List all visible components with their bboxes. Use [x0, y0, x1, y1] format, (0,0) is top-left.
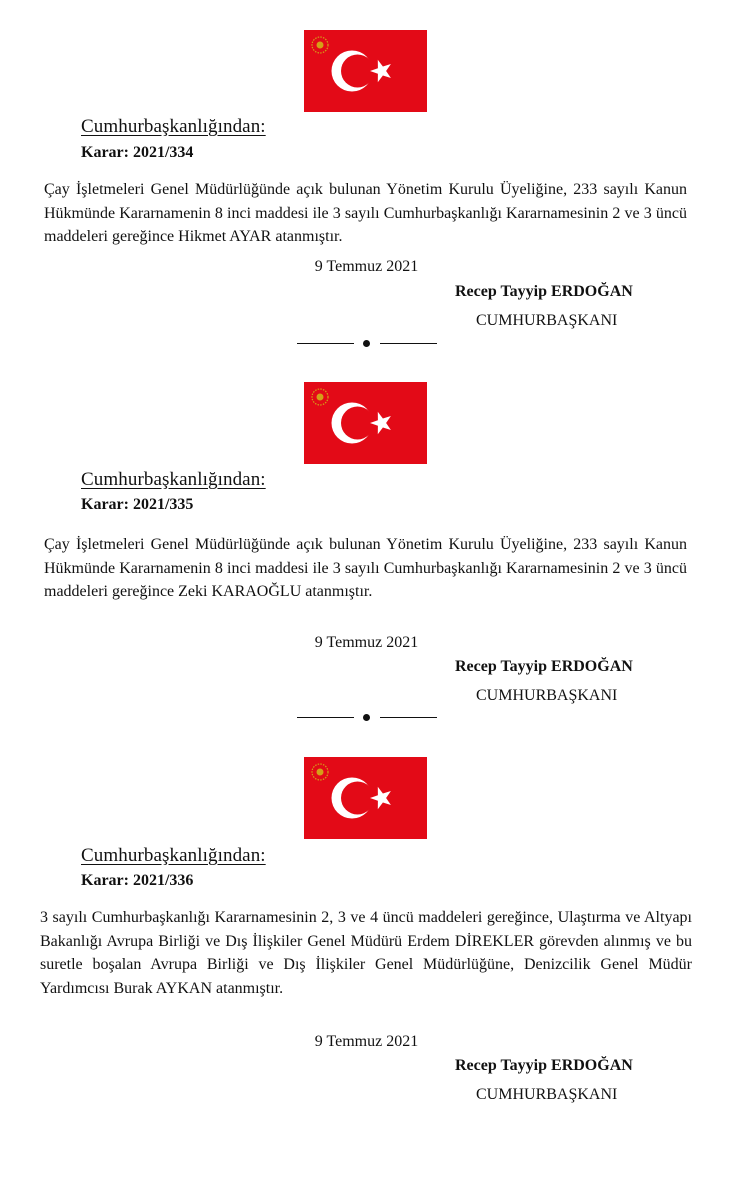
karar-number: Karar: 2021/334	[81, 144, 194, 161]
turkish-flag-icon	[304, 30, 427, 112]
karar-number: Karar: 2021/335	[81, 496, 194, 513]
signer-role: CUMHURBAŞKANI	[476, 1086, 618, 1103]
turkish-flag-icon	[304, 382, 427, 464]
decision-date: 9 Temmuz 2021	[314, 1033, 419, 1050]
karar-number: Karar: 2021/336	[81, 872, 194, 889]
separator-dot-icon	[297, 336, 437, 350]
signer-role: CUMHURBAŞKANI	[476, 687, 618, 704]
decision-date: 9 Temmuz 2021	[314, 634, 419, 651]
signer-name: Recep Tayyip ERDOĞAN	[455, 658, 633, 675]
heading: Cumhurbaşkanlığından:	[81, 845, 266, 866]
decision-date: 9 Temmuz 2021	[314, 258, 419, 275]
decision-body: Çay İşletmeleri Genel Müdürlüğünde açık bulunan Yönetim Kurulu Üyeliğine, 233 sayılı Kanun Hükmünde Kararnamenin 8 inci maddesi ile 3 sayılı Cumhurbaşkanlığı Kararnamesinin 2 ve 3 üncü maddeleri gereğince Zeki KARAOĞLU atanmıştır.	[44, 536, 687, 600]
heading: Cumhurbaşkanlığından:	[81, 116, 266, 137]
heading: Cumhurbaşkanlığından:	[81, 469, 266, 490]
turkish-flag-icon	[304, 757, 427, 839]
decision-body: 3 sayılı Cumhurbaşkanlığı Kararnamesinin 2, 3 ve 4 üncü maddeleri gereğince, Ulaştırma ve Altyapı Bakanlığı Avrupa Birliği ve Dış İlişkiler Genel Müdürü Erdem DİREKLER görevden alınmış ve bu suretle boşalan Avrupa Birliği ve Dış İlişkiler Genel Müdürlüğüne, Denizcilik Genel Müdür Yardımcısı Burak AYKAN atanmıştır.	[40, 909, 692, 997]
signer-role: CUMHURBAŞKANI	[476, 312, 618, 329]
decision-body: Çay İşletmeleri Genel Müdürlüğünde açık bulunan Yönetim Kurulu Üyeliğine, 233 sayılı Kanun Hükmünde Kararnamenin 8 inci maddesi ile 3 sayılı Cumhurbaşkanlığı Kararnamesinin 2 ve 3 üncü maddeleri gereğince Hikmet AYAR atanmıştır.	[44, 181, 687, 245]
separator-dot-icon	[297, 710, 437, 724]
signer-name: Recep Tayyip ERDOĞAN	[455, 283, 633, 300]
signer-name: Recep Tayyip ERDOĞAN	[455, 1057, 633, 1074]
